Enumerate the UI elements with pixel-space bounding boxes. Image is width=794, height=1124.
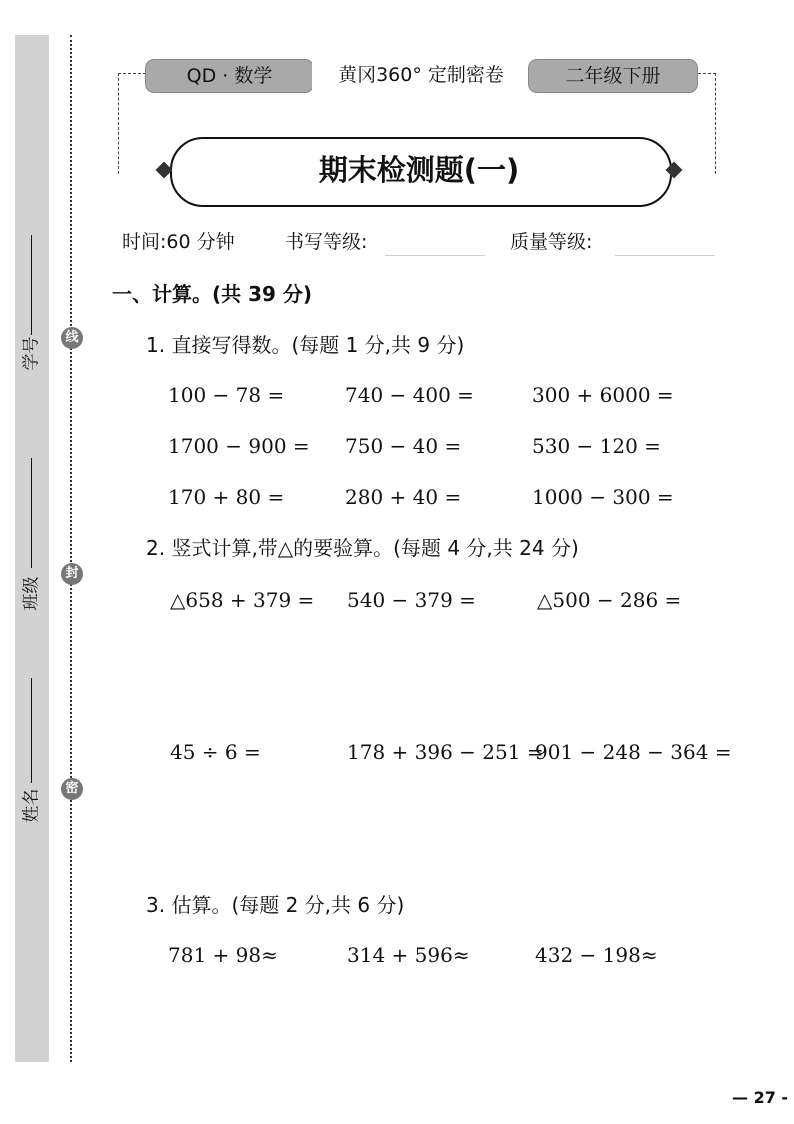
student-id-line	[31, 235, 32, 335]
quality-grade-field[interactable]	[615, 255, 715, 256]
problem: 100 − 78 =	[168, 383, 285, 407]
quality-grade-label: 质量等级:	[510, 231, 593, 253]
problem: 45 ÷ 6 =	[170, 740, 261, 764]
subject-pill: QD · 数学	[145, 59, 314, 93]
name-line	[31, 678, 32, 783]
problem: 750 − 40 =	[345, 434, 462, 458]
part1-instruction: 1. 直接写得数。(每题 1 分,共 9 分)	[146, 333, 465, 357]
writing-grade-field[interactable]	[385, 255, 485, 256]
problem: 170 + 80 =	[168, 485, 285, 509]
problem: 530 − 120 =	[532, 434, 661, 458]
problem: 1700 − 900 =	[168, 434, 310, 458]
seal-mark-secret: 密	[61, 778, 83, 800]
problem: 178 + 396 − 251 =	[347, 740, 544, 764]
seal-mark-seal: 封	[61, 563, 83, 585]
class-label: 班级	[21, 576, 42, 611]
series-title: 黄冈360° 定制密卷	[312, 59, 530, 91]
section-heading: 一、计算。(共 39 分)	[112, 282, 313, 306]
problem: △500 − 286 =	[537, 588, 682, 612]
time-limit: 时间:60 分钟	[122, 231, 235, 253]
problem: 1000 − 300 =	[532, 485, 674, 509]
page-number: — 27 -	[732, 1088, 789, 1107]
seal-line	[70, 35, 72, 1062]
writing-grade-label: 书写等级:	[285, 231, 368, 253]
problem: 740 − 400 =	[345, 383, 474, 407]
seal-mark-line: 线	[61, 327, 83, 349]
problem: 300 + 6000 =	[532, 383, 674, 407]
problem: 432 − 198≈	[535, 943, 658, 967]
problem: 781 + 98≈	[168, 943, 278, 967]
problem: 280 + 40 =	[345, 485, 462, 509]
page-title: 期末检测题(一)	[318, 153, 520, 187]
name-label: 姓名	[21, 788, 42, 823]
problem: 314 + 596≈	[347, 943, 470, 967]
student-id-label: 学号	[21, 336, 42, 371]
class-line	[31, 458, 32, 568]
problem: △658 + 379 =	[170, 588, 315, 612]
part3-instruction: 3. 估算。(每题 2 分,共 6 分)	[146, 893, 405, 917]
problem: 540 − 379 =	[347, 588, 476, 612]
part2-instruction: 2. 竖式计算,带△的要验算。(每题 4 分,共 24 分)	[146, 536, 579, 560]
grade-pill: 二年级下册	[528, 59, 698, 93]
problem: 901 − 248 − 364 =	[535, 740, 732, 764]
binding-strip	[15, 35, 49, 1062]
